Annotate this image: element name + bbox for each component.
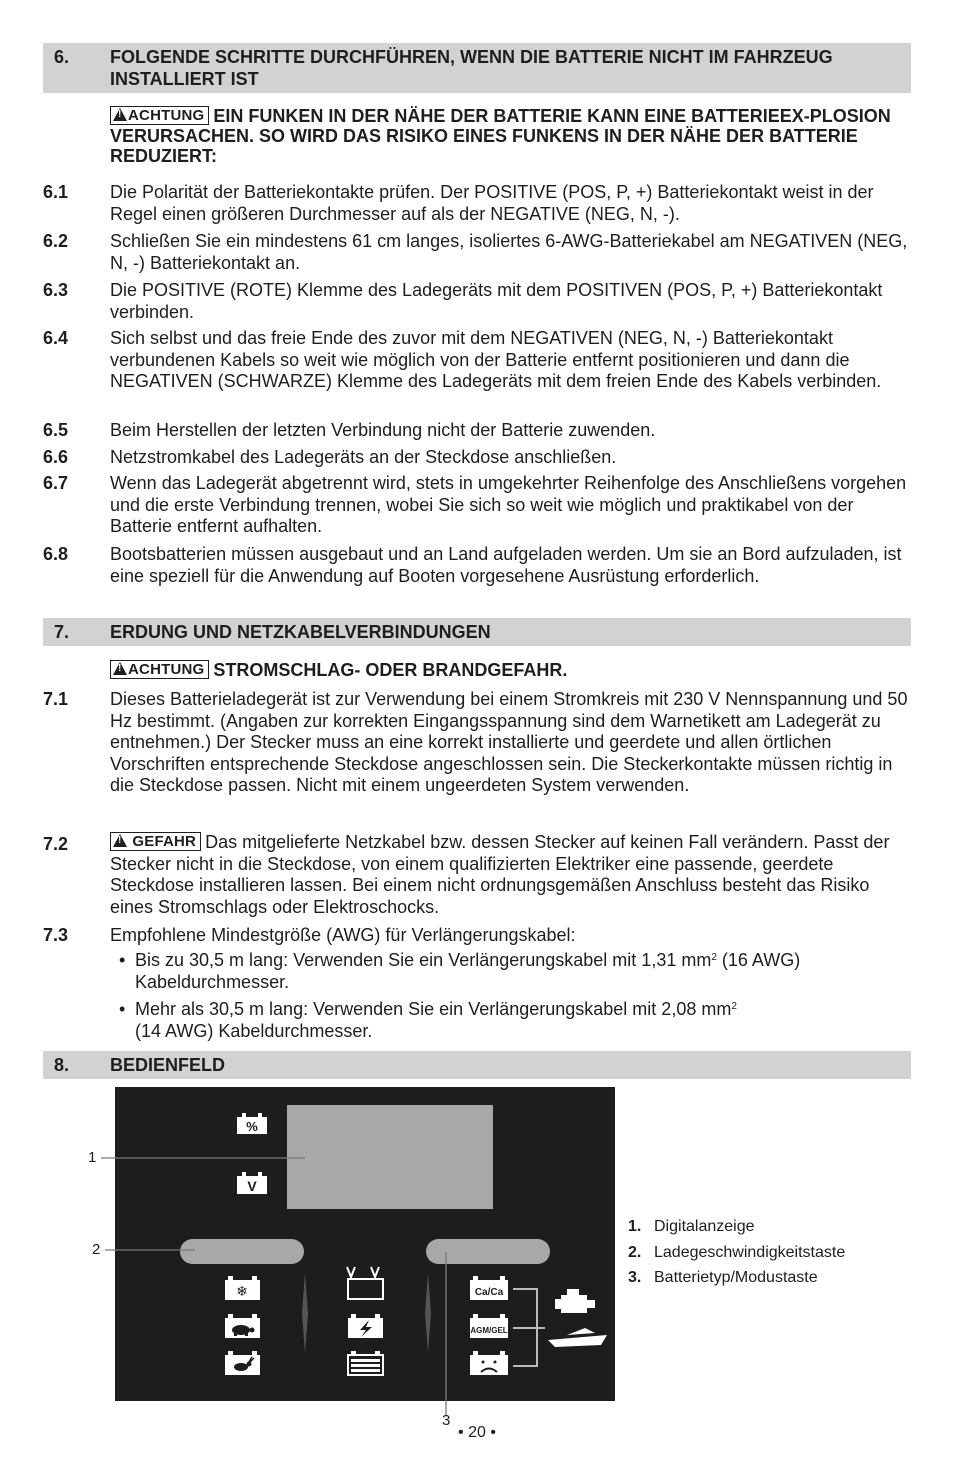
bullet-text-part: (14 AWG) Kabeldurchmesser. xyxy=(135,1020,373,1041)
step-number: 6.8 xyxy=(43,544,69,564)
legend-label: Batterietyp/Modustaste xyxy=(654,1269,818,1286)
step-number: 7.2 xyxy=(43,834,69,854)
panel-legend xyxy=(628,1214,845,1291)
superscript: 2 xyxy=(731,1001,737,1012)
step-number: 6.5 xyxy=(43,420,69,440)
warning-text: EIN FUNKEN IN DER NÄHE DER BATTERIE KANN EINE BATTERIEEX-PLOSION VERURSACHEN. SO WIRD DAS RISIKO EINES FUNKENS IN DER NÄHE DER BATTERIE REDUZIERT: xyxy=(110,106,891,166)
step-text: Schließen Sie ein mindestens 61 cm langes, isoliertes 6-AWG-Batteriekabel am NEGATIVEN (NEG, N, -) Batteriekontakt an. xyxy=(110,231,908,273)
legend-number: 2. xyxy=(628,1243,642,1261)
bullet-symbol: • xyxy=(119,999,126,1019)
callout-1: 1 xyxy=(88,1149,97,1166)
step-number: 6.3 xyxy=(43,280,69,300)
superscript: 2 xyxy=(711,952,717,963)
warning-text: STROMSCHLAG- ODER BRANDGEFAHR. xyxy=(213,660,568,680)
svg-text:❄: ❄ xyxy=(236,1284,248,1300)
agm-gel-label: AGM/GEL xyxy=(470,1326,508,1335)
bullet-text-part: Bis zu 30,5 m lang: Verwenden Sie ein Verlängerungskabel mit 1,31 mm xyxy=(135,950,712,970)
legend-item xyxy=(628,1214,845,1240)
badge-label: GEFAHR xyxy=(132,833,197,850)
legend-item xyxy=(628,1265,845,1291)
ca-ca-label: Ca/Ca xyxy=(474,1287,504,1298)
bullet-text-part: (16 AWG) Kabeldurchmesser. xyxy=(135,950,801,992)
step-number: 6.1 xyxy=(43,182,69,202)
legend-number: 3. xyxy=(628,1269,642,1286)
section-title: FOLGENDE SCHRITTE DURCHFÜHREN, WENN DIE BATTERIE NICHT IM FAHRZEUG INSTALLIERT IST xyxy=(110,47,833,89)
step-text: Empfohlene Mindestgröße (AWG) für Verlängerungskabel: xyxy=(110,925,576,945)
step-text: Das mitgelieferte Netzkabel bzw. dessen Stecker auf keinen Fall verändern. Passt der Stecker nicht in die Steckdose, von einem qualifizierten Elektriker eine passende, geerdete Steckdose installieren lassen. Bei einem nicht ordnungsgemäßen Anschluss besteht das Risiko eines Stromschlags oder Elektroschocks. xyxy=(110,832,890,917)
legend-number: 1. xyxy=(628,1218,642,1235)
callout-2: 2 xyxy=(92,1241,101,1258)
section-number: 8. xyxy=(54,1055,70,1075)
step-number: 6.6 xyxy=(43,447,69,467)
step-text: Sich selbst und das freie Ende des zuvor mit dem NEGATIVEN (NEG, N, -) Batteriekontakt verbundenen Kabels so weit wie möglich von der Batterie entfernt positionieren und dann die NEGATIVEN (SCHWARZE) Klemme des Ladegeräts mit dem freien Ende des Kabels verbinden. xyxy=(110,328,882,391)
step-text: Wenn das Ladegerät abgetrennt wird, stets in umgekehrter Reihenfolge des Anschließens vorgehen und die erste Verbindung trennen, wobei Sie sich so weit wie möglich und praktikabel von der Batterie entfernt aufhalten. xyxy=(110,473,907,536)
step-text: Bootsbatterien müssen ausgebaut und an Land aufgeladen werden. Um sie an Bord aufzuladen, ist eine speziell für die Anwendung auf Booten vorgesehene Ausrüstung erforderlich. xyxy=(110,544,902,586)
step-text: Beim Herstellen der letzten Verbindung nicht der Batterie zuwenden. xyxy=(110,420,656,440)
step-text: Die Polarität der Batteriekontakte prüfen. Der POSITIVE (POS, P, +) Batteriekontakt weist in der Regel einen größeren Durchmesser auf als der NEGATIVE (NEG, N, -). xyxy=(110,182,874,224)
bullet-text-part: Mehr als 30,5 m lang: Verwenden Sie ein Verlängerungskabel mit 2,08 mm xyxy=(135,999,732,1019)
step-text: Netzstromkabel des Ladegeräts an der Steckdose anschließen. xyxy=(110,447,617,467)
legend-label: Ladegeschwindigkeitstaste xyxy=(654,1243,846,1261)
step-number: 7.1 xyxy=(43,689,69,709)
legend-item xyxy=(628,1240,845,1266)
badge-label: ACHTUNG xyxy=(128,661,205,678)
step-number: 6.7 xyxy=(43,473,69,493)
section-title: ERDUNG UND NETZKABELVERBINDUNGEN xyxy=(110,622,491,642)
legend-label: Digitalanzeige xyxy=(654,1218,755,1235)
step-number: 6.2 xyxy=(43,231,69,251)
step-text: Dieses Batterieladegerät ist zur Verwendung bei einem Stromkreis mit 230 V Nennspannung und 50 Hz bestimmt. (Angaben zur korrekten Eingangsspannung sind dem Warnetikett am Ladegerät zu entnehmen.) Der Stecker muss an eine korrekt installierte und geerdete und allen örtlichen Vorschriften entsprechende Steckdose angeschlossen sein. Die Steckerkontakte müssen richtig in die Steckdose passen. Nicht mit einem ungeerdeten System verwenden. xyxy=(110,689,908,795)
step-number: 6.4 xyxy=(43,328,69,348)
step-number: 7.3 xyxy=(43,925,69,945)
section-title: BEDIENFELD xyxy=(110,1055,226,1075)
callout-3: 3 xyxy=(442,1412,451,1429)
volt-label: V xyxy=(247,1178,257,1194)
step-text: Die POSITIVE (ROTE) Klemme des Ladegeräts mit dem POSITIVEN (POS, P, +) Batteriekontakt verbinden. xyxy=(110,280,883,322)
section-number: 6. xyxy=(54,47,70,67)
page-number: • 20 • xyxy=(458,1424,496,1441)
section-number: 7. xyxy=(54,622,70,642)
bullet-symbol: • xyxy=(119,950,126,970)
percent-label: % xyxy=(246,1119,258,1134)
badge-label: ACHTUNG xyxy=(128,107,205,124)
